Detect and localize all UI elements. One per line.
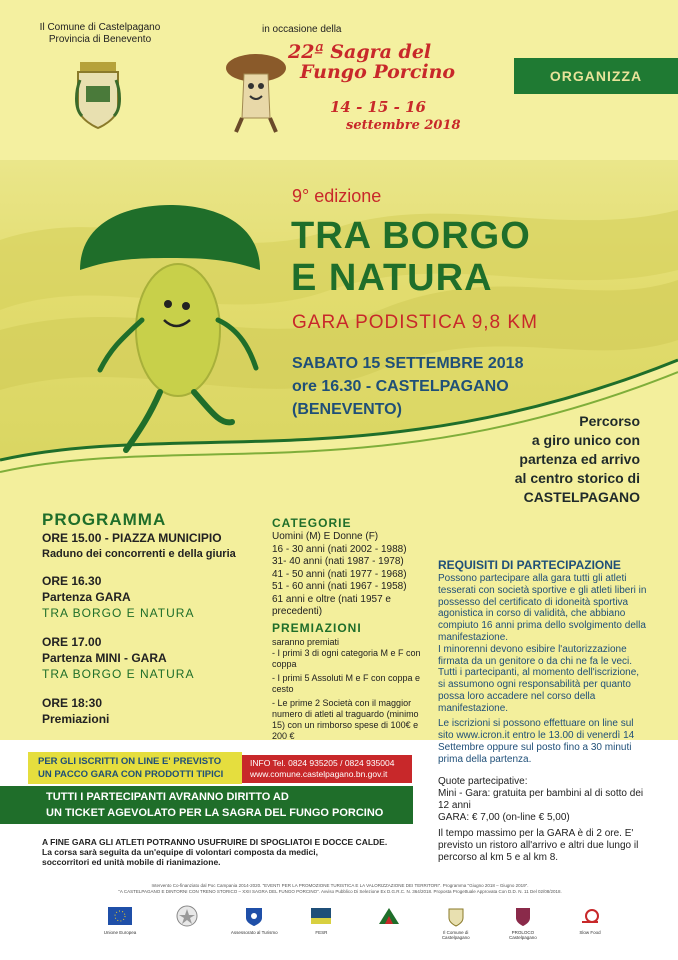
coat-of-arms-icon: [72, 56, 124, 132]
proloco-logo: [498, 904, 548, 940]
online-registration-line2: UN PACCO GARA CON PRODOTTI TIPICI: [38, 769, 224, 780]
comune-crest-icon: [444, 904, 468, 928]
category-item: 31- 40 anni (nati 1987 - 1978): [272, 556, 404, 567]
route-line1: Percorso: [579, 413, 640, 429]
route-line4: al centro storico di: [514, 470, 640, 486]
category-item: 41 - 50 anni (nati 1977 - 1968): [272, 568, 407, 580]
sagra-month: settembre 2018: [346, 118, 461, 133]
category-item: precedenti): [272, 606, 323, 617]
comune-header: [20, 22, 180, 46]
online-registration-line1: PER GLI ISCRITTI ON LINE E' PREVISTO: [38, 756, 222, 767]
campania-logo: [229, 904, 279, 935]
online-registration-text: [38, 755, 223, 781]
program-time: ORE 16.30: [42, 574, 102, 588]
requirements-paragraph: Tutti i partecipanti, al momento dell'iscrizione, si assumono ogni responsabilità per quanto possa loro accadere nel corso della manifestazione.: [438, 667, 640, 714]
requirements-paragraph: I minorenni devono esibire l'autorizzazione firmata da un genitore o da chi ne fa le veci.: [438, 643, 633, 667]
sagra-title-line1: 22ª Sagra del: [288, 41, 432, 63]
requirements-text: [438, 573, 648, 715]
italian-republic-logo: [162, 904, 212, 930]
sagra-title: [288, 42, 455, 82]
sponsor-logos: [95, 904, 615, 940]
final-note-line: A FINE GARA GLI ATLETI POTRANNO USUFRUIRE DI SPOGLIATOI E DOCCE CALDE.: [42, 837, 388, 847]
final-note-line: La corsa sarà seguita da un'equipe di volontari composta da medici,: [42, 847, 318, 857]
proloco-icon: [511, 904, 535, 928]
running-mushroom-icon: [70, 200, 270, 460]
event-datetime: [292, 352, 523, 421]
sagra-title-line2: Fungo Porcino: [300, 61, 456, 83]
slow-food-logo: [565, 904, 615, 935]
route-description: [470, 412, 640, 507]
organizza-banner: ORGANIZZA: [514, 58, 678, 94]
program-title: PROGRAMMA: [42, 510, 167, 529]
route-line5: CASTELPAGANO: [523, 489, 640, 505]
awards-title: PREMIAZIONI: [272, 621, 362, 635]
logo-caption: Slow Food: [579, 930, 601, 935]
logo-caption: Il Comune di Castelpagano: [441, 930, 470, 940]
poc-campania-icon: [377, 904, 401, 928]
category-item: 16 - 30 anni (nati 2002 - 1988): [272, 543, 407, 555]
awards-list: [272, 648, 422, 745]
program-item: [42, 573, 194, 621]
program-desc: Partenza MINI - GARA: [42, 651, 167, 665]
fee-item: Mini - Gara: gratuita per bambini al di sotto dei 12 anni: [438, 788, 644, 811]
event-title-line2: E NATURA: [291, 257, 493, 299]
republic-emblem-icon: [175, 904, 199, 928]
occasione-text: in occasione della: [262, 24, 342, 35]
funding-line: "A CASTELPAGANO E DINTORNI CON TRENO STORICO – XXII SAGRA DEL FUNGO PORCINO". Avviso Pubblico Di Selezione Ex D.G.R.C. N. 364/2018. Proposta Progettuale Approvata Con D.D. N. 11 Del 02/08/2018.: [118, 889, 562, 894]
time-limit-info: Il tempo massimo per la GARA è di 2 ore. E' previsto un ristoro all'arrivo e altri due lungo il percorso al km 5 e al km 8.: [438, 828, 639, 863]
mushroom-mascot-icon: [222, 48, 292, 134]
logo-caption: Assessorato al Turismo: [230, 930, 278, 935]
info-phone: INFO Tel. 0824 935205 / 0824 935004: [250, 758, 395, 768]
logo-caption: FESR: [315, 930, 328, 935]
info-box: [242, 755, 412, 783]
route-line2: a giro unico con: [531, 432, 640, 448]
event-province: (BENEVENTO): [292, 401, 402, 418]
edition-label: 9° edizione: [292, 186, 382, 206]
program-time: ORE 15.00 - PIAZZA MUNICIPIO: [42, 531, 222, 545]
campania-region-icon: [242, 904, 266, 928]
ticket-text: [46, 789, 383, 821]
comune-logo: [431, 904, 481, 940]
award-item: - Le prime 2 Società con il maggior numero di atleti al traguardo (minimo 15) con un rimborso spese di 100€ e 200 €: [272, 698, 419, 741]
sagra-days: 14 - 15 - 16: [330, 98, 426, 116]
info-website-link[interactable]: www.comune.castelpagano.bn.gov.it: [250, 769, 388, 779]
logo-caption: PROLOCO Castelpagano: [508, 930, 537, 940]
categories-list: [272, 531, 417, 619]
ticket-line1: TUTTI I PARTECIPANTI AVRANNO DIRITTO AD: [46, 791, 289, 803]
program-extra: TRA BORGO E NATURA: [42, 667, 195, 681]
program-item: [42, 695, 109, 727]
program-desc: Raduno dei concorrenti e della giuria: [42, 548, 236, 560]
eu-flag-icon: [108, 904, 132, 928]
final-notes: [42, 837, 387, 867]
program-time: ORE 17.00: [42, 635, 102, 649]
award-item: - I primi 5 Assoluti M e F con coppa e cesto: [272, 673, 421, 694]
race-subtitle: GARA PODISTICA 9,8 KM: [292, 312, 538, 333]
funding-line: Intervento Co-finanziato dal Poc Campania 2014-2020. "EVENTI PER LA PROMOZIONE TURISTICA E LA VALORIZZAZIONE DEI TERRITORI". Programma "Giugno 2018 – Giugno 2019".: [151, 883, 529, 888]
route-line3: partenza ed arrivo: [519, 451, 640, 467]
category-item: 61 anni e oltre (nati 1957 e: [272, 593, 391, 605]
comune-province: Provincia di Benevento: [48, 34, 152, 45]
program-extra: TRA BORGO E NATURA: [42, 606, 195, 620]
category-item: 51 - 60 anni (nati 1967 - 1958): [272, 581, 407, 592]
final-note-line: soccorritori ed unità mobile di rianimazione.: [42, 857, 221, 867]
ticket-line2: UN TICKET AGEVOLATO PER LA SAGRA DEL FUNGO PORCINO: [46, 807, 384, 819]
program-item: [42, 634, 194, 682]
event-title-line1: TRA BORGO: [291, 215, 531, 257]
program-time: ORE 18:30: [42, 696, 103, 710]
requirements-title: REQUISITI DI PARTECIPAZIONE: [438, 558, 621, 572]
program-desc: Premiazioni: [42, 712, 110, 726]
fees-title: Quote partecipative:: [438, 776, 528, 787]
categories-title: CATEGORIE: [272, 516, 352, 530]
registration-info: Le iscrizioni si possono effettuare on line sul sito www.icron.it entro le 13.00 di venerdì 14 Settembre oppure sul posto fino a 30 minuti prima della partenza.: [438, 718, 635, 765]
snail-icon: [578, 904, 602, 928]
program-desc: Partenza GARA: [42, 590, 131, 604]
fesr-icon: [309, 904, 333, 928]
program-item: [42, 530, 236, 562]
event-time-place: ore 16.30 - CASTELPAGANO: [292, 378, 509, 395]
logo-caption: Unione Europea: [103, 930, 137, 935]
funding-notice: [70, 883, 610, 895]
poc-logo: [364, 904, 414, 930]
comune-name: Il Comune di Castelpagano: [39, 22, 161, 33]
awards-subtitle: saranno premiati: [272, 637, 340, 647]
fesr-logo: [296, 904, 346, 935]
fees-info: [438, 776, 648, 824]
event-date: SABATO 15 SETTEMBRE 2018: [292, 355, 524, 372]
category-item: Uomini (M) E Donne (F): [272, 531, 379, 542]
requirements-paragraph: Possono partecipare alla gara tutti gli atleti tesserati con società sportive e gli atleti liberi in possesso del certificato di idoneità sportiva agonistica in corso di validità, che abbiano compiuto 16 anni prima dello svolgimento della manifestazione.: [438, 573, 647, 643]
award-item: - I primi 3 di ogni categoria M e F con coppa: [272, 648, 421, 669]
eu-logo: [95, 904, 145, 935]
fee-item: GARA: € 7,00 (on-line € 5,00): [438, 812, 570, 823]
